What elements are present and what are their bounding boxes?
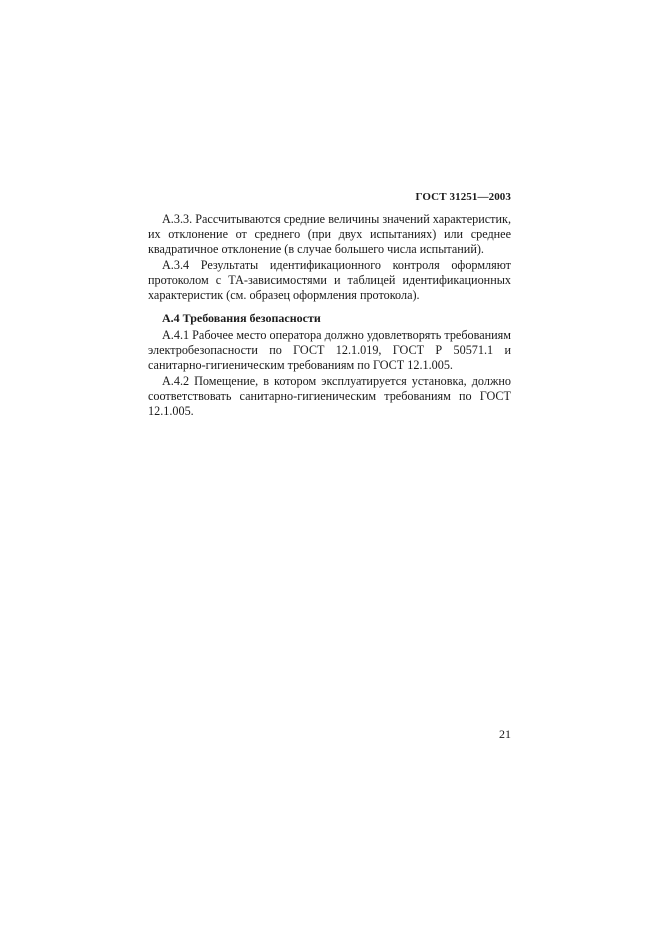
- document-code-header: ГОСТ 31251—2003: [415, 191, 511, 203]
- section-a3-block: [148, 212, 511, 303]
- page-number: 21: [499, 727, 511, 741]
- paragraph-a3-3: А.3.3. Рассчитываются средние величины значений характеристик, их отклонение от среднего (при двух испытаниях) или среднее квадратичное отклонение (в случае большего числа испытаний).: [148, 212, 511, 257]
- paragraph-a3-4: А.3.4 Результаты идентификационного контроля оформляют протоколом с ТА-зависимостями и таблицей идентификационных характеристик (см. образец оформления протокола).: [148, 257, 511, 303]
- section-a4-block: [148, 328, 511, 419]
- section-heading-a4: А.4 Требования безопасности: [162, 311, 321, 325]
- paragraph-a4-2: А.4.2 Помещение, в котором эксплуатируется установка, должно соответствовать санитарно-гигиеническим требованиям по ГОСТ 12.1.005.: [148, 373, 511, 419]
- paragraph-a4-1: А.4.1 Рабочее место оператора должно удовлетворять требованиям электробезопасности по ГОСТ 12.1.019, ГОСТ Р 50571.1 и санитарно-гигиеническим требованиям по ГОСТ 12.1.005.: [148, 328, 511, 373]
